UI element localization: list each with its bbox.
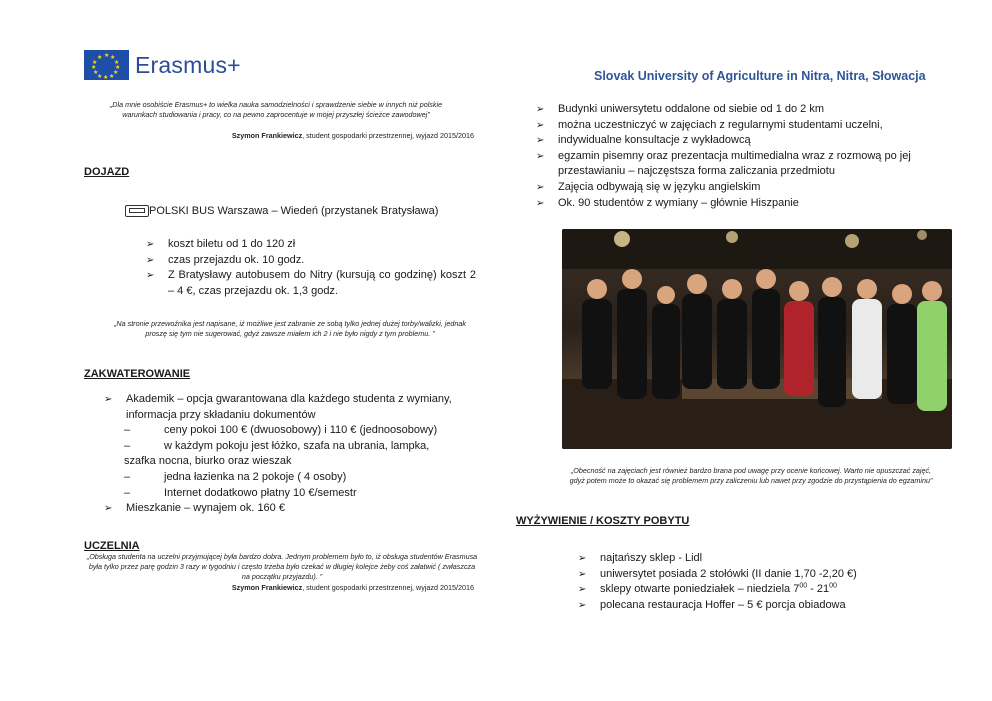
erasmus-logo xyxy=(84,50,241,80)
quote-university: „Obsługa studenta na uczelni przyjmującej była bardzo dobra. Jednym problemem było to, iż obsługa studentów Erasmusa była tylko przez parę godzin 3 razy w tygodniu i często trzeba było czekać w długiej kolejce żeby coś załatwić ( zwłaszcza na początku przyjazdu). ” xyxy=(86,552,478,581)
quote-attendance: „Obecność na zajęciach jest również bardzo brana pod uwagę przy ocenie końcowej. Warto nie opuszczać zajęć, gdyż potem może to okazać się problemem przy zaliczeniu lub nawet przy zgodzie do przystąpienia do egzaminu” xyxy=(569,466,933,485)
list-item: ➢ Ok. 90 studentów z wymiany – głównie Hiszpanie xyxy=(536,196,916,212)
quote-erasmus: „Dla mnie osobiście Erasmus+ to wielka nauka samodzielności i sprawdzenie siebie w innych niż polskie warunkach studiowania i pracy, co na pewno zaprocentuje w mojej przyszłej ścieżce zawodowej” xyxy=(109,100,443,119)
bus-icon xyxy=(125,205,149,217)
quote-bus: „Na stronie przewoźnika jest napisane, iż możliwe jest zabranie ze sobą tylko jednej dużej torby/walizki, jednak proszę się tym nie sugerować, gdyż zawsze miałem ich 2 i nie było nigdy z tym problemu. ” xyxy=(114,319,466,338)
accommodation-list xyxy=(104,392,474,423)
dash-item: – jedna łazienka na 2 pokoje ( 4 osoby) xyxy=(124,470,347,483)
accommodation-list-2 xyxy=(104,501,474,517)
list-item: ➢ Budynki uniwersytetu oddalone od siebie od 1 do 2 km xyxy=(536,102,916,118)
list-item: ➢ Zajęcia odbywają się w języku angielskim xyxy=(536,180,916,196)
quote-author: Szymon Frankiewicz xyxy=(231,583,303,592)
heading-koszty: WYŻYWIENIE / KOSZTY POBYTU xyxy=(516,515,690,527)
quote-author-details: , student gospodarki przestrzennej, wyjazd 2015/2016 xyxy=(302,583,474,592)
dojazd-list xyxy=(146,237,476,299)
eu-flag-icon: ★ ★ ★ ★ ★ ★ ★ ★ ★ ★ ★ ★ xyxy=(84,50,129,80)
heading-zakwaterowanie: ZAKWATEROWANIE xyxy=(84,368,191,380)
bus-line-text: POLSKI BUS Warszawa – Wiedeń (przystanek Bratysława) xyxy=(149,205,439,217)
heading-uczelnia: UCZELNIA xyxy=(84,540,140,552)
university-title: Slovak University of Agriculture in Nitra, Nitra, Słowacja xyxy=(594,69,926,83)
list-item: ➢ egzamin pisemny oraz prezentacja multimedialna wraz z rozmową po jej przestawianiu – najczęstsza forma zaliczania przedmiotu xyxy=(536,149,916,180)
university-info-list xyxy=(536,102,916,211)
dash-item: – w każdym pokoju jest łóżko, szafa na ubrania, lampka, xyxy=(124,439,430,452)
group-photo xyxy=(562,229,952,449)
quote-author: Szymon Frankiewicz xyxy=(231,131,303,140)
list-item: ➢ koszt biletu od 1 do 120 zł xyxy=(146,237,476,253)
heading-dojazd: DOJAZD xyxy=(84,166,130,178)
costs-list xyxy=(578,551,948,613)
dash-item: – ceny pokoi 100 € (dwuosobowy) i 110 € (jednoosobowy) xyxy=(124,424,438,437)
bus-line xyxy=(125,204,438,219)
list-item: ➢ uniwersytet posiada 2 stołówki (II danie 1,70 -2,20 €) xyxy=(578,567,948,583)
list-item: ➢ polecana restauracja Hoffer – 5 € porcja obiadowa xyxy=(578,598,948,614)
dash-item-cont: szafka nocna, biurko oraz wieszak xyxy=(124,455,292,468)
list-item: ➢ indywidualne konsultacje z wykładowcą xyxy=(536,133,916,149)
list-item: ➢ Mieszkanie – wynajem ok. 160 € xyxy=(104,501,474,517)
logo-text: Erasmus+ xyxy=(135,51,241,78)
list-item: ➢ najtańszy sklep - Lidl xyxy=(578,551,948,567)
list-item: ➢ Z Bratysławy autobusem do Nitry (kursują co godzinę) koszt 2 – 4 €, czas przejazdu ok. 1,3 godz. xyxy=(146,268,476,299)
list-item: ➢ Akademik – opcja gwarantowana dla każdego studenta z wymiany, informacja przy składaniu dokumentów xyxy=(104,392,474,423)
list-item: ➢ sklepy otwarte poniedziałek – niedziela $7^{00} - 21^{00}$ xyxy=(578,582,948,598)
list-item: ➢ czas przejazdu ok. 10 godz. xyxy=(146,253,476,269)
dash-item: – Internet dodatkowo płatny 10 €/semestr xyxy=(124,486,357,499)
quote-signature-2 xyxy=(84,583,474,593)
quote-signature xyxy=(92,131,474,141)
list-item: ➢ można uczestniczyć w zajęciach z regularnymi studentami uczelni, xyxy=(536,118,916,134)
quote-author-details: , student gospodarki przestrzennej, wyjazd 2015/2016 xyxy=(302,131,474,140)
accommodation-section xyxy=(104,392,474,517)
group-photo-illustration xyxy=(562,229,952,449)
